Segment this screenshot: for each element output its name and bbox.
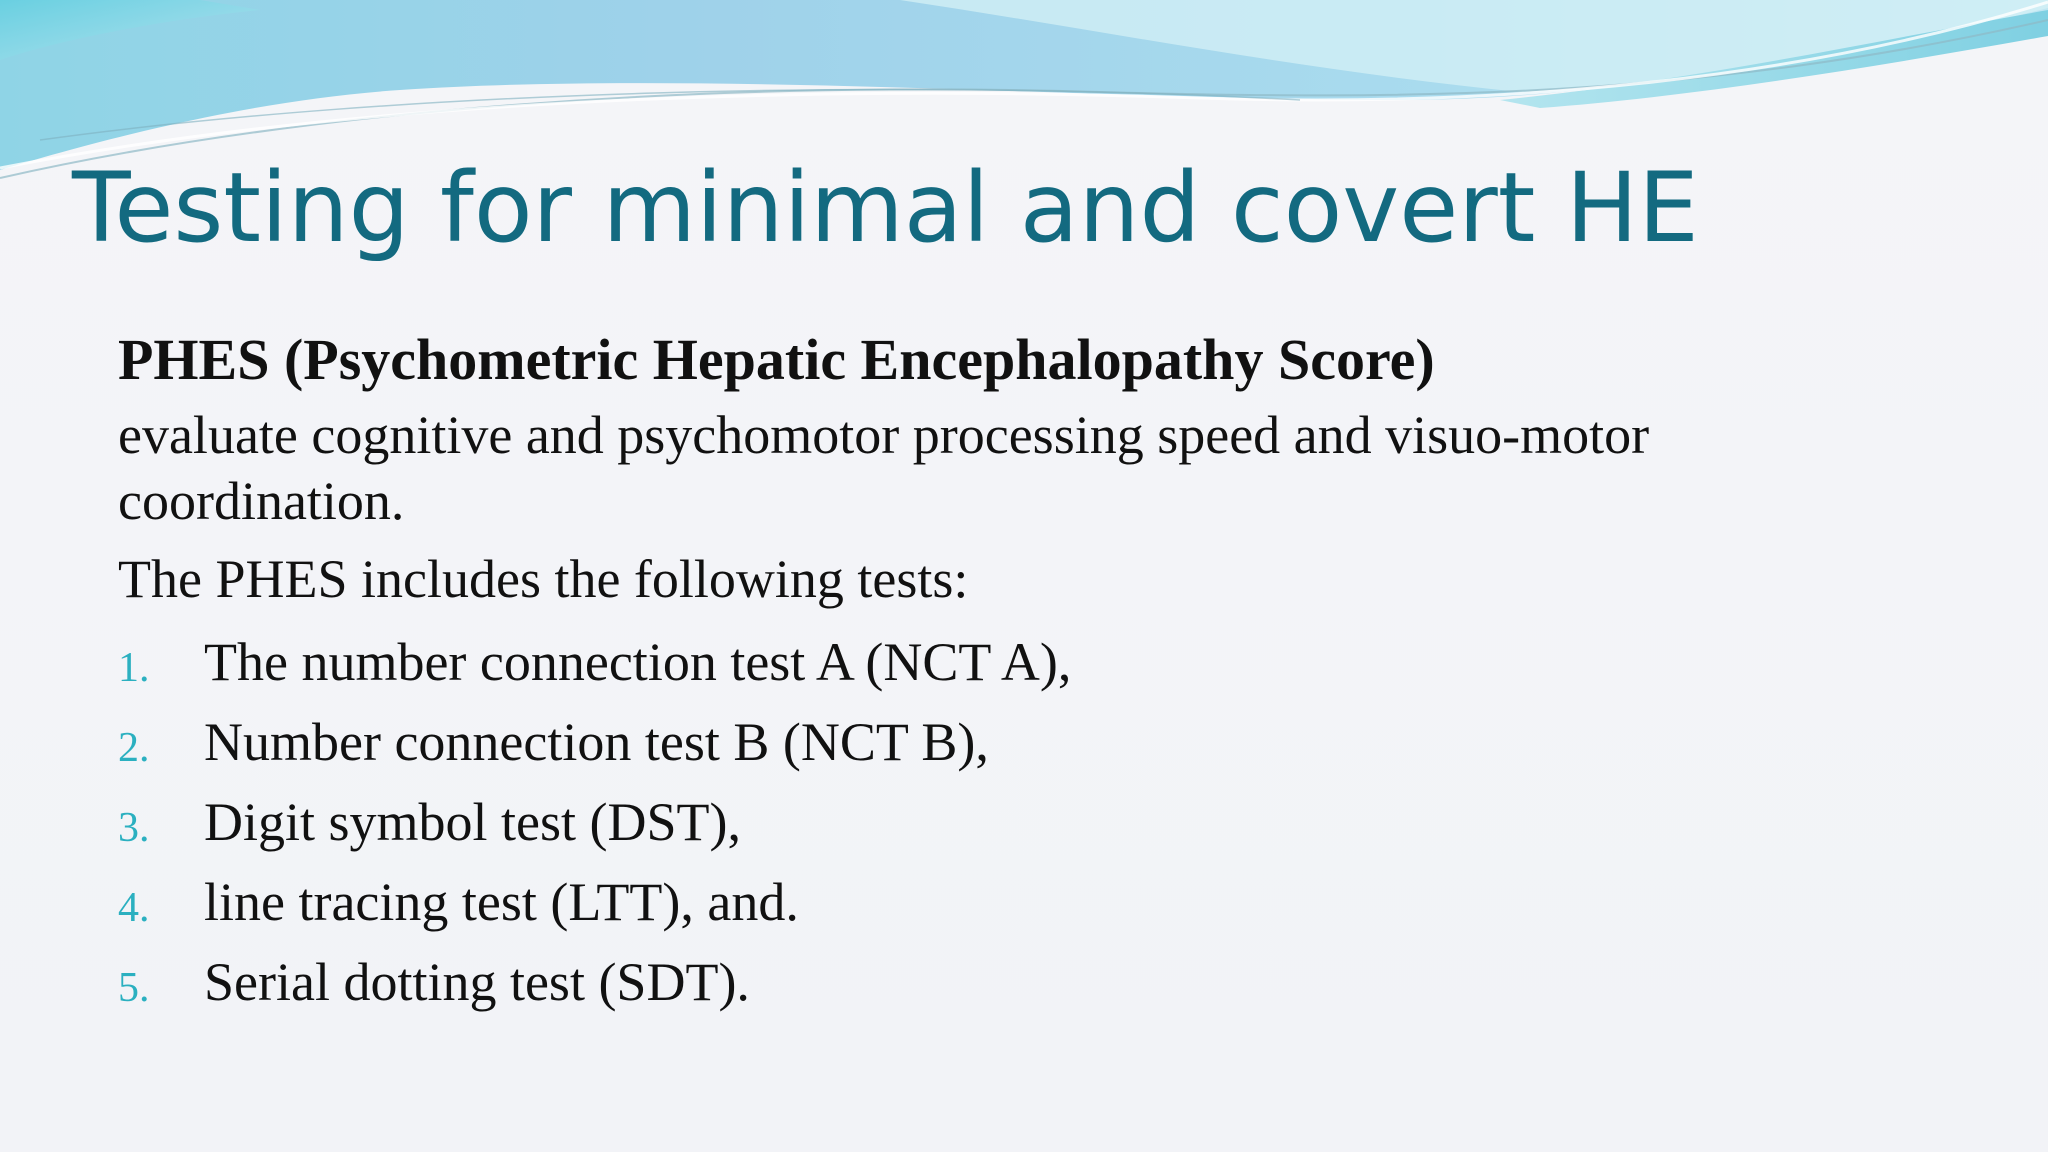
tests-list xyxy=(118,622,1918,1022)
list-item-number: 2. xyxy=(118,725,150,771)
description-text: evaluate cognitive and psychomotor processing speed and visuo-motor coordination. xyxy=(118,405,1650,531)
list-item-number: 1. xyxy=(118,645,150,691)
list-item xyxy=(118,862,1918,942)
list-item-text: The number connection test A (NCT A), xyxy=(204,632,1072,692)
list-item-text: line tracing test (LTT), and. xyxy=(204,872,799,932)
list-item xyxy=(118,702,1918,782)
list-item xyxy=(118,942,1918,1022)
list-item xyxy=(118,782,1918,862)
list-item-text: Number connection test B (NCT B), xyxy=(204,712,989,772)
section-heading: PHES (Psychometric Hepatic Encephalopathy Score) xyxy=(118,327,1435,392)
list-item-text: Serial dotting test (SDT). xyxy=(204,952,750,1012)
list-item xyxy=(118,622,1918,702)
intro-text: The PHES includes the following tests: xyxy=(118,549,969,609)
slide-title: Testing for minimal and covert HE xyxy=(72,152,1699,264)
list-item-text: Digit symbol test (DST), xyxy=(204,792,741,852)
list-item-number: 5. xyxy=(118,965,150,1011)
list-item-number: 3. xyxy=(118,805,150,851)
list-item-number: 4. xyxy=(118,885,150,931)
slide-body xyxy=(118,322,1918,1022)
